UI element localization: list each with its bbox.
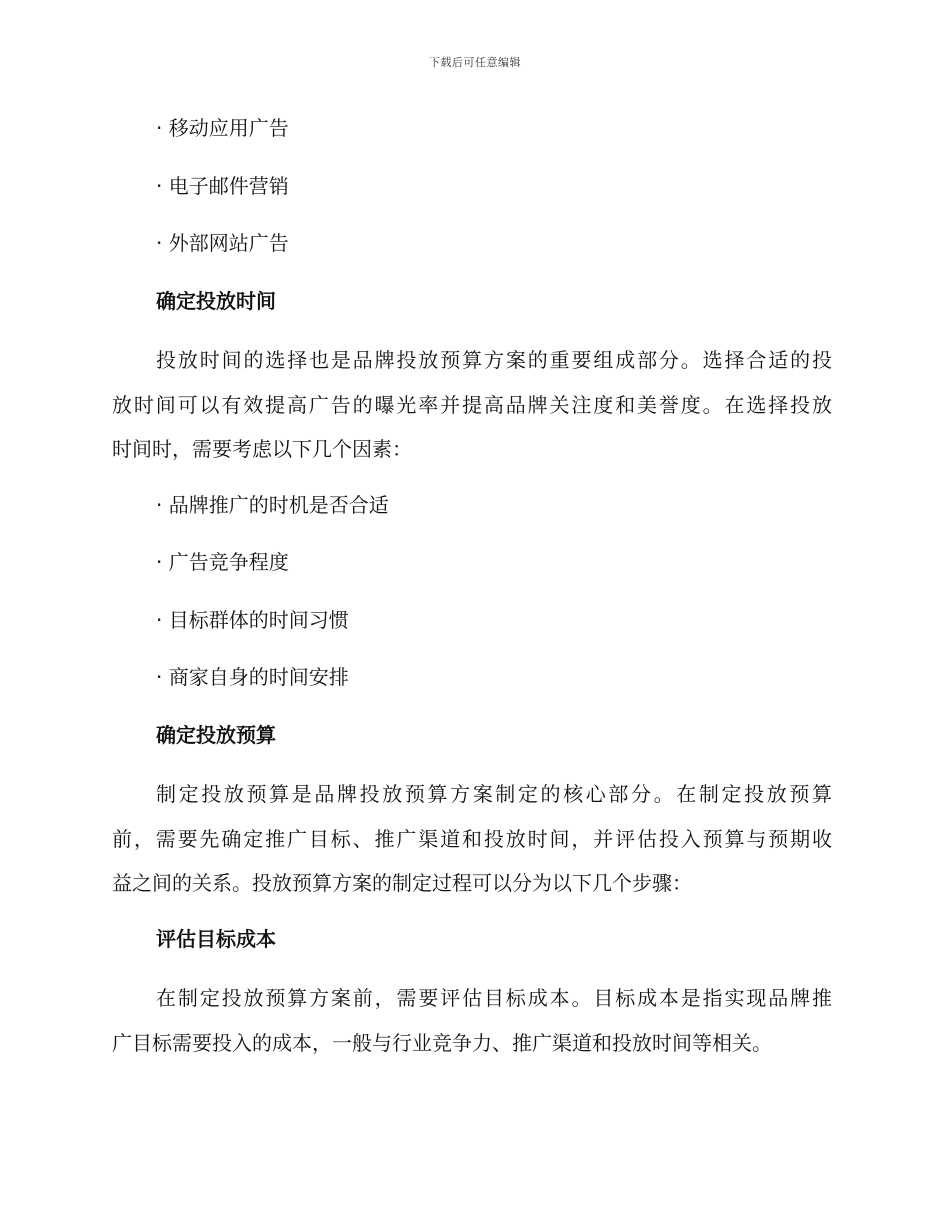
section-heading: 评估目标成本 xyxy=(156,926,276,951)
paragraph xyxy=(112,976,832,1065)
bullet-item: · 外部网站广告 xyxy=(156,231,289,255)
paragraph-line: 制定投放预算是品牌投放预算方案制定的核心部分。在制定投放预算 xyxy=(156,782,832,806)
paragraph-line: 时间时，需要考虑以下几个因素： xyxy=(112,437,412,461)
paragraph-line: 投放时间的选择也是品牌投放预算方案的重要组成部分。选择合适的投 xyxy=(156,348,832,372)
paragraph-line: 前，需要先确定推广目标、推广渠道和投放时间，并评估投入预算与预期收 xyxy=(112,826,832,851)
bullet-item: · 商家自身的时间安排 xyxy=(156,665,349,689)
bullet-item: · 广告竞争程度 xyxy=(156,550,289,574)
paragraph-line: 在制定投放预算方案前，需要评估目标成本。目标成本是指实现品牌推 xyxy=(156,986,832,1010)
bullet-item: · 品牌推广的时机是否合适 xyxy=(156,492,389,517)
section-heading: 确定投放预算 xyxy=(156,722,276,747)
section-heading: 确定投放时间 xyxy=(156,288,276,313)
document-body xyxy=(112,108,832,1078)
paragraph xyxy=(112,772,832,906)
bullet-item: · 目标群体的时间习惯 xyxy=(156,607,349,632)
paragraph-line: 放时间可以有效提高广告的曝光率并提高品牌关注度和美誉度。在选择投放 xyxy=(112,392,832,417)
page-header: 下载后可任意编辑 xyxy=(429,56,521,69)
bullet-item: · 电子邮件营销 xyxy=(156,173,289,198)
paragraph-line: 广目标需要投入的成本，一般与行业竞争力、推广渠道和投放时间等相关。 xyxy=(112,1030,772,1055)
bullet-item: · 移动应用广告 xyxy=(156,116,289,140)
paragraph xyxy=(112,338,832,472)
paragraph-line: 益之间的关系。投放预算方案的制定过程可以分为以下几个步骤： xyxy=(112,871,692,895)
